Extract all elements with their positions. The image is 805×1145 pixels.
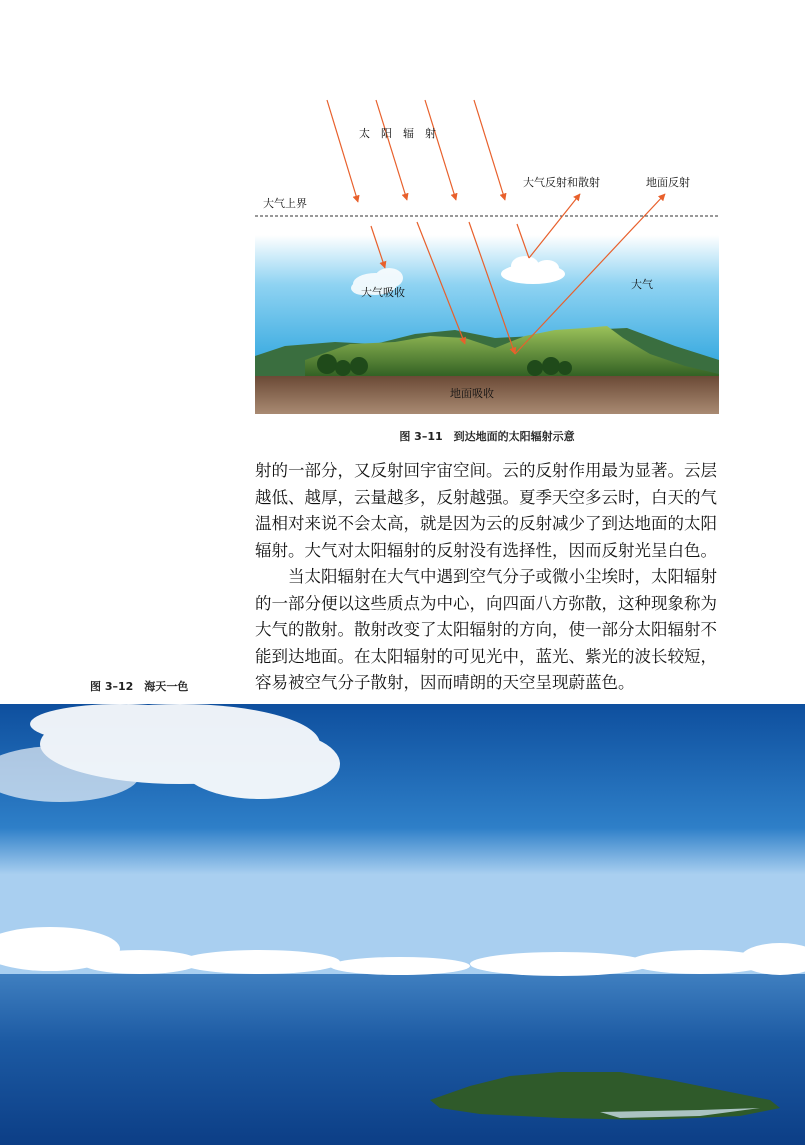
label-ground-absorb: 地面吸收 <box>450 387 494 400</box>
label-solar-radiation: 太 阳 辐 射 <box>359 127 436 140</box>
body-text <box>255 458 725 697</box>
label-atmosphere: 大气 <box>631 278 653 291</box>
paragraph-2: 当太阳辐射在大气中遇到空气分子或微小尘埃时，太阳辐射的一部分便以这些质点为中心，向四面八方弥散，这种现象称为大气的散射。散射改变了太阳辐射的方向，使一部分太阳辐射不能到达地面。在太阳辐射的可见光中，蓝光、紫光的波长较短，容易被空气分子散射，因而晴朗的天空呈现蔚蓝色。 <box>255 567 717 692</box>
solar-radiation-diagram <box>255 98 719 414</box>
label-reflect-scatter: 大气反射和散射 <box>523 176 600 189</box>
paragraph-1: 射的一部分，又反射回宇宙空间。云的反射作用最为显著。云层越低、越厚，云量越多，反射越强。夏季天空多云时，白天的气温相对来说不会太高，就是因为云的反射减少了到达地面的太阳辐射。大气对太阳辐射的反射没有选择性，因而反射光呈白色。 <box>255 461 717 560</box>
label-ground-reflect: 地面反射 <box>646 176 690 189</box>
label-upper-atmosphere: 大气上界 <box>263 197 307 210</box>
photo-caption: 图 3–12 海天一色 <box>90 680 189 693</box>
label-atmosphere-absorb: 大气吸收 <box>361 286 405 299</box>
sea-sky-photo <box>0 704 805 1145</box>
figure-caption: 图 3–11 到达地面的太阳辐射示意 <box>399 430 575 443</box>
